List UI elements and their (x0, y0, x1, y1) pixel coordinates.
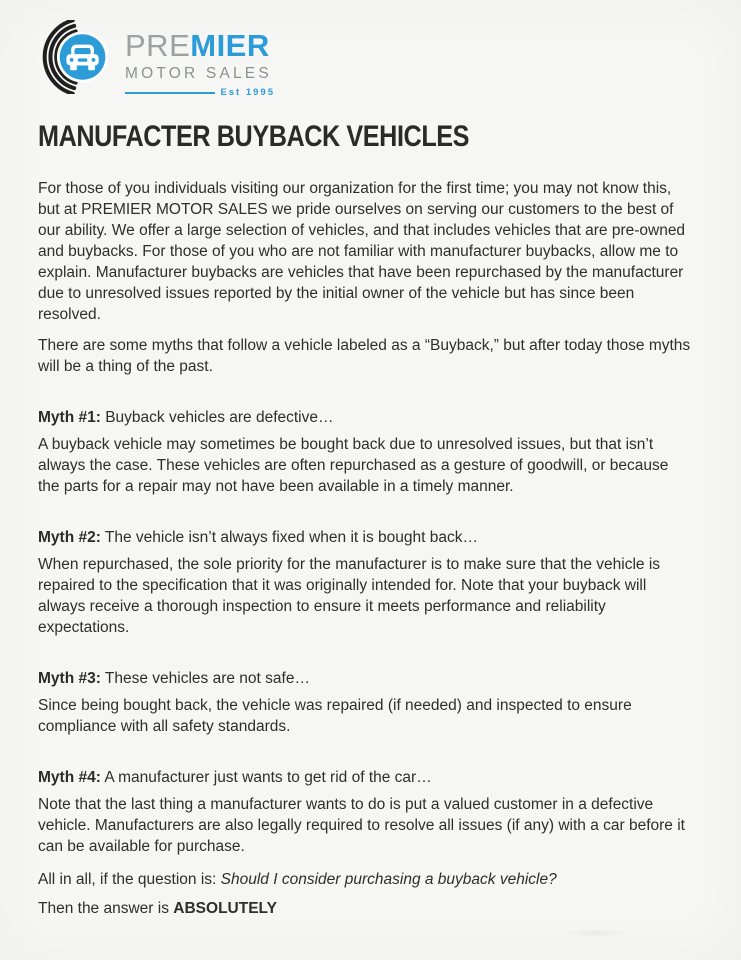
myth-1-claim: Buyback vehicles are defective… (105, 409, 334, 426)
myth-1-body: A buyback vehicle may sometimes be bought back due to unresolved issues, but that isn’t always the case. These vehicles are often repurchased as a gesture of goodwill, or because the parts for a repair may not have been available in a timely manner. (38, 436, 669, 495)
myth-section-2 (38, 527, 693, 638)
brand-name (125, 30, 275, 61)
myth-section-3 (38, 668, 693, 737)
myth-2-body: When repurchased, the sole priority for the manufacturer is to make sure that the vehicle is repaired to the specification that it was originally intended for. Note that your buyback will always receive a thorough inspection to ensure it meets performance and reliability expectations. (38, 556, 661, 636)
conclusion-question-line (38, 869, 693, 890)
myth-3-body: Since being bought back, the vehicle was repaired (if needed) and inspected to ensure compliance with all safety standards. (38, 697, 632, 735)
myth-2-heading (38, 527, 693, 548)
myth-3-label: Myth #3: (38, 670, 101, 687)
brand-logo (0, 0, 741, 98)
myth-4-claim: A manufacturer just wants to get rid of the car… (104, 769, 432, 786)
myth-1-label: Myth #1: (38, 409, 101, 426)
myth-section-1 (38, 407, 693, 497)
intro-paragraph-2: There are some myths that follow a vehicle labeled as a “Buyback,” but after today those myths will be a thing of the past. (38, 337, 691, 375)
myth-section-4 (38, 767, 693, 857)
myth-4-label: Myth #4: (38, 769, 101, 786)
myth-4-body: Note that the last thing a manufacturer wants to do is put a valued customer in a defective vehicle. Manufacturers are also legally required to resolve all issues (if any) with a car before it can be available for purchase. (38, 796, 685, 855)
myth-3-heading (38, 668, 693, 689)
conclusion-prefix: All in all, if the question is: (38, 871, 217, 888)
brand-name-pre: PRE (125, 28, 191, 63)
car-logo-icon (33, 20, 115, 94)
scan-artifact (561, 928, 631, 938)
myth-2-claim: The vehicle isn’t always fixed when it is bought back… (104, 529, 478, 546)
established-label: Est 1995 (220, 87, 275, 98)
brand-subtitle: MOTOR SALES (125, 65, 272, 82)
conclusion-answer-line (38, 898, 693, 919)
brand-wordmark (125, 20, 275, 98)
document-content (0, 122, 741, 919)
myth-4-heading (38, 767, 693, 788)
answer-emphasis: ABSOLUTELY (173, 900, 277, 917)
brand-name-mier: MIER (190, 28, 270, 63)
established-divider-line (125, 92, 215, 94)
page-title: MANUFACTER BUYBACK VEHICLES (38, 120, 470, 153)
myth-1-heading (38, 407, 693, 428)
myth-3-claim: These vehicles are not safe… (104, 670, 310, 687)
intro-paragraph-1: For those of you individuals visiting our organization for the first time; you may not know this, but at PREMIER MOTOR SALES we pride ourselves on serving our customers to the best of our ability. We offer a large selection of vehicles, and that includes vehicles that are pre-owned and buybacks. For those of you who are not familiar with manufacturer buybacks, allow me to explain. Manufacturer buybacks are vehicles that have been repurchased by the manufacturer due to unresolved issues reported by the initial owner of the vehicle but has since been resolved. (38, 180, 686, 323)
myth-2-label: Myth #2: (38, 529, 101, 546)
answer-prefix: Then the answer is (38, 900, 169, 917)
conclusion-question: Should I consider purchasing a buyback vehicle? (220, 871, 557, 888)
brand-established-row (125, 87, 275, 98)
